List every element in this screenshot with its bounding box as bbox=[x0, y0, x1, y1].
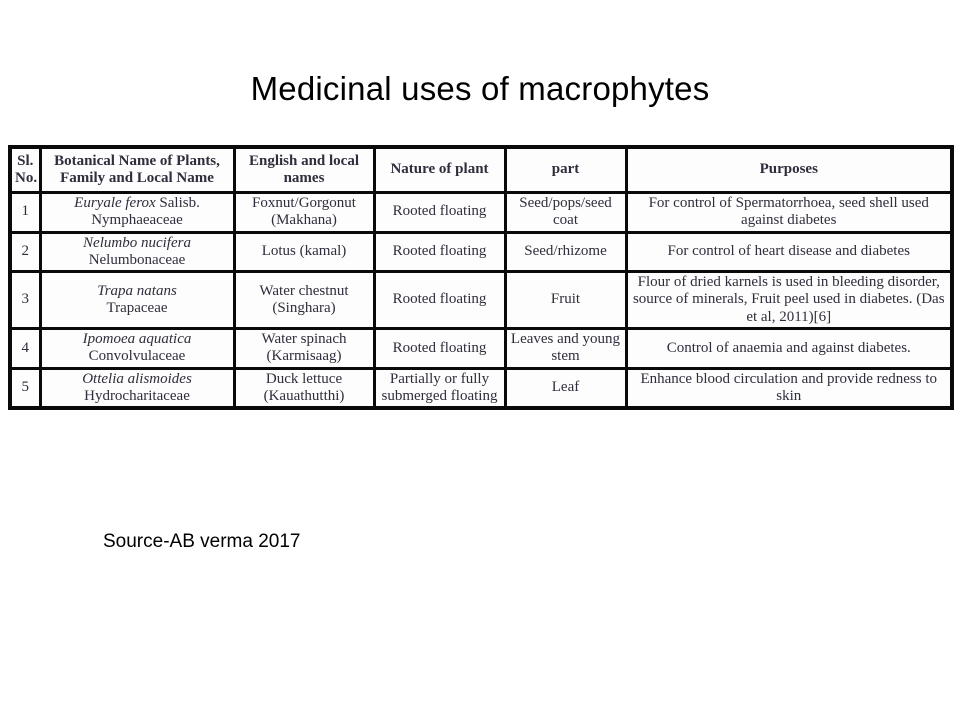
cell-botanical bbox=[40, 192, 234, 232]
table-row bbox=[10, 328, 952, 368]
table-row bbox=[10, 232, 952, 272]
page-title: Medicinal uses of macrophytes bbox=[250, 70, 710, 107]
cell-english: Lotus (kamal) bbox=[234, 232, 374, 272]
cell-part: Seed/pops/seed coat bbox=[505, 192, 626, 232]
cell-sl-no: 3 bbox=[10, 272, 40, 329]
botanical-family: Nelumbonaceae bbox=[88, 251, 186, 268]
table-row bbox=[10, 272, 952, 329]
header-purposes: Purposes bbox=[626, 147, 952, 192]
cell-nature: Partially or fully submerged floating bbox=[374, 368, 505, 408]
cell-purpose: For control of heart disease and diabetes bbox=[626, 232, 952, 272]
cell-sl-no: 1 bbox=[10, 192, 40, 232]
header-sl-no: Sl. No. bbox=[10, 147, 40, 192]
botanical-species: Trapa natans bbox=[97, 282, 177, 299]
cell-purpose: For control of Spermatorrhoea, seed shell used against diabetes bbox=[626, 192, 952, 232]
cell-nature: Rooted floating bbox=[374, 192, 505, 232]
cell-part: Leaves and young stem bbox=[505, 328, 626, 368]
cell-purpose: Control of anaemia and against diabetes. bbox=[626, 328, 952, 368]
cell-nature: Rooted floating bbox=[374, 232, 505, 272]
cell-english: Water spinach (Karmisaag) bbox=[234, 328, 374, 368]
botanical-species: Nelumbo nucifera bbox=[83, 234, 191, 251]
header-botanical-name: Botanical Name of Plants, Family and Local Name bbox=[40, 147, 234, 192]
cell-nature: Rooted floating bbox=[374, 272, 505, 329]
table-row bbox=[10, 192, 952, 232]
table-header-row bbox=[10, 147, 952, 192]
header-part: part bbox=[505, 147, 626, 192]
cell-english: Foxnut/Gorgonut (Makhana) bbox=[234, 192, 374, 232]
botanical-family: Convolvulaceae bbox=[88, 348, 186, 365]
botanical-family: Nymphaeaceae bbox=[91, 212, 183, 228]
cell-botanical bbox=[40, 368, 234, 408]
botanical-species: Ottelia alismoides bbox=[82, 370, 192, 387]
medicinal-uses-table bbox=[8, 145, 954, 410]
cell-nature: Rooted floating bbox=[374, 328, 505, 368]
cell-purpose: Enhance blood circulation and provide redness to skin bbox=[626, 368, 952, 408]
botanical-family: Hydrocharitaceae bbox=[84, 388, 190, 404]
cell-botanical bbox=[40, 328, 234, 368]
header-english-names: English and local names bbox=[234, 147, 374, 192]
cell-sl-no: 5 bbox=[10, 368, 40, 408]
cell-english: Duck lettuce (Kauathutthi) bbox=[234, 368, 374, 408]
cell-sl-no: 4 bbox=[10, 328, 40, 368]
source-attribution: Source-AB verma 2017 bbox=[103, 531, 301, 552]
botanical-author: Salisb. bbox=[155, 194, 200, 211]
table-row bbox=[10, 368, 952, 408]
botanical-species: Ipomoea aquatica bbox=[82, 331, 192, 347]
botanical-species: Euryale ferox bbox=[74, 194, 156, 211]
header-nature: Nature of plant bbox=[374, 147, 505, 192]
cell-botanical bbox=[40, 272, 234, 329]
cell-sl-no: 2 bbox=[10, 232, 40, 272]
cell-part: Seed/rhizome bbox=[505, 232, 626, 272]
cell-part: Leaf bbox=[505, 368, 626, 408]
cell-part: Fruit bbox=[505, 272, 626, 329]
botanical-family: Trapaceae bbox=[106, 299, 168, 316]
cell-purpose: Flour of dried karnels is used in bleeding disorder, source of minerals, Fruit peel used in diabetes. (Das et al, 2011)[6] bbox=[626, 272, 952, 329]
cell-english: Water chestnut (Singhara) bbox=[234, 272, 374, 329]
cell-botanical bbox=[40, 232, 234, 272]
